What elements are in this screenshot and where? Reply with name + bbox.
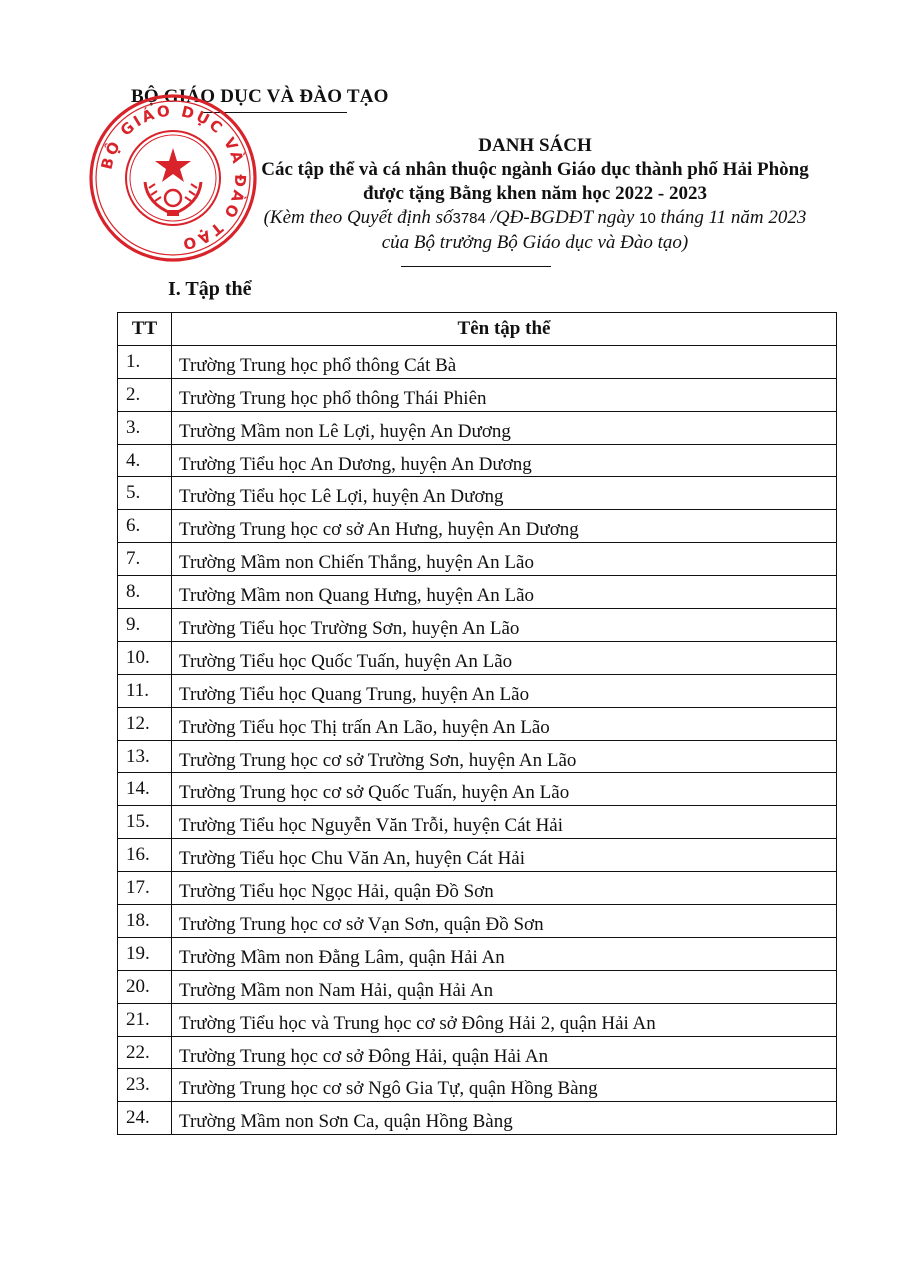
row-number: 17. (118, 872, 172, 905)
row-number: 9. (118, 609, 172, 642)
row-collective-name: Trường Tiểu học An Dương, huyện An Dương (172, 444, 837, 477)
table-row (118, 905, 837, 938)
row-number: 12. (118, 707, 172, 740)
row-collective-name: Trường Trung học cơ sở Ngô Gia Tự, quận Hồng Bàng (172, 1069, 837, 1102)
row-collective-name: Trường Trung học cơ sở An Hưng, huyện An Dương (172, 510, 837, 543)
column-header-tt: TT (118, 313, 172, 346)
table-row (118, 477, 837, 510)
table-row (118, 773, 837, 806)
table-row (118, 1003, 837, 1036)
row-number: 20. (118, 970, 172, 1003)
table-row (118, 1036, 837, 1069)
table-row (118, 444, 837, 477)
row-collective-name: Trường Trung học phổ thông Thái Phiên (172, 378, 837, 411)
row-collective-name: Trường Mầm non Nam Hải, quận Hải An (172, 970, 837, 1003)
table-row (118, 576, 837, 609)
row-collective-name: Trường Tiểu học Trường Sơn, huyện An Lão (172, 609, 837, 642)
row-number: 6. (118, 510, 172, 543)
decision-mid: /QĐ-BGDĐT ngày (485, 207, 640, 228)
row-number: 7. (118, 543, 172, 576)
seal-text: BỘ GIÁO DỤC VÀ ĐÀO TẠO (97, 101, 250, 254)
row-collective-name: Trường Trung học cơ sở Đông Hải, quận Hải An (172, 1036, 837, 1069)
row-collective-name: Trường Tiểu học Chu Văn An, huyện Cát Hải (172, 839, 837, 872)
row-collective-name: Trường Mầm non Quang Hưng, huyện An Lão (172, 576, 837, 609)
awardee-table (117, 312, 837, 1135)
section-heading: I. Tập thể (168, 278, 252, 300)
table-row (118, 609, 837, 642)
table-row (118, 345, 837, 378)
decision-suffix: tháng 11 năm 2023 (655, 207, 807, 228)
row-number: 16. (118, 839, 172, 872)
row-number: 19. (118, 937, 172, 970)
table-body (118, 345, 837, 1134)
table-row (118, 872, 837, 905)
row-collective-name: Trường Trung học cơ sở Trường Sơn, huyện An Lão (172, 740, 837, 773)
row-collective-name: Trường Trung học cơ sở Vạn Sơn, quận Đồ Sơn (172, 905, 837, 938)
row-number: 21. (118, 1003, 172, 1036)
row-collective-name: Trường Tiểu học Nguyễn Văn Trỗi, huyện Cát Hải (172, 806, 837, 839)
document-subtitle-line2: được tặng Bằng khen năm học 2022 - 2023 (363, 183, 707, 204)
row-number: 8. (118, 576, 172, 609)
ministry-name: BỘ GIÁO DỤC VÀ ĐÀO TẠO (131, 86, 389, 107)
table-row (118, 411, 837, 444)
table-row (118, 806, 837, 839)
row-number: 24. (118, 1102, 172, 1135)
row-collective-name: Trường Tiểu học Ngọc Hải, quận Đồ Sơn (172, 872, 837, 905)
table-row (118, 543, 837, 576)
row-collective-name: Trường Tiểu học Lê Lợi, huyện An Dương (172, 477, 837, 510)
row-number: 10. (118, 641, 172, 674)
decision-day: 10 (639, 210, 656, 227)
row-collective-name: Trường Mầm non Đằng Lâm, quận Hải An (172, 937, 837, 970)
row-collective-name: Trường Tiểu học Quang Trung, huyện An Lão (172, 674, 837, 707)
document-subtitle-line1: Các tập thể và cá nhân thuộc ngành Giáo dục thành phố Hải Phòng (261, 159, 809, 180)
row-number: 11. (118, 674, 172, 707)
table-row (118, 1102, 837, 1135)
row-collective-name: Trường Tiểu học Quốc Tuấn, huyện An Lão (172, 641, 837, 674)
table-row (118, 839, 837, 872)
decision-prefix: (Kèm theo Quyết định số (263, 207, 453, 228)
row-number: 22. (118, 1036, 172, 1069)
table-row (118, 707, 837, 740)
row-number: 2. (118, 378, 172, 411)
document-title-block (160, 134, 900, 255)
row-collective-name: Trường Trung học phổ thông Cát Bà (172, 345, 837, 378)
table-row (118, 378, 837, 411)
decision-reference (160, 206, 900, 231)
table-row (118, 641, 837, 674)
row-collective-name: Trường Mầm non Lê Lợi, huyện An Dương (172, 411, 837, 444)
table-header-row (118, 313, 837, 346)
row-number: 13. (118, 740, 172, 773)
table-row (118, 510, 837, 543)
decision-authority: của Bộ trưởng Bộ Giáo dục và Đào tạo) (381, 232, 689, 253)
row-number: 5. (118, 477, 172, 510)
row-number: 4. (118, 444, 172, 477)
row-number: 14. (118, 773, 172, 806)
table-row (118, 740, 837, 773)
row-collective-name: Trường Mầm non Chiến Thắng, huyện An Lão (172, 543, 837, 576)
row-number: 1. (118, 345, 172, 378)
title-underline (401, 266, 551, 267)
decision-number: 3784 (452, 210, 486, 227)
row-number: 18. (118, 905, 172, 938)
row-collective-name: Trường Tiểu học và Trung học cơ sở Đông Hải 2, quận Hải An (172, 1003, 837, 1036)
table-row (118, 970, 837, 1003)
row-number: 3. (118, 411, 172, 444)
row-number: 15. (118, 806, 172, 839)
document-title: DANH SÁCH (478, 135, 592, 156)
table-row (118, 937, 837, 970)
row-number: 23. (118, 1069, 172, 1102)
table-row (118, 1069, 837, 1102)
column-header-name: Tên tập thể (172, 313, 837, 346)
row-collective-name: Trường Trung học cơ sở Quốc Tuấn, huyện An Lão (172, 773, 837, 806)
row-collective-name: Trường Mầm non Sơn Ca, quận Hồng Bàng (172, 1102, 837, 1135)
table-row (118, 674, 837, 707)
row-collective-name: Trường Tiểu học Thị trấn An Lão, huyện An Lão (172, 707, 837, 740)
